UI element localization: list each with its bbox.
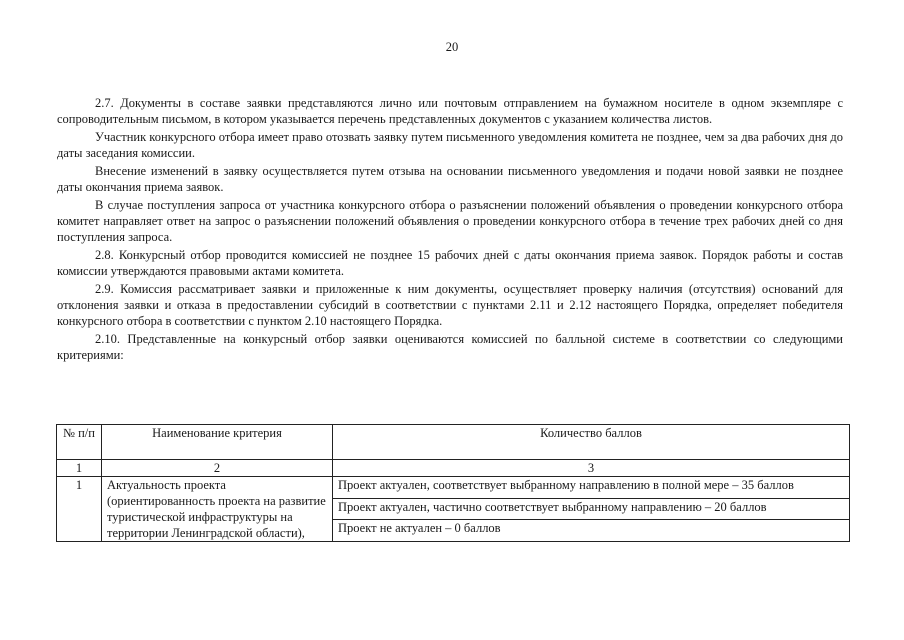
header-criterion: Наименование критерия	[102, 425, 333, 460]
score-option: Проект актуален, соответствует выбранному направлению в полной мере – 35 баллов	[333, 477, 850, 499]
criterion-name: Актуальность проекта (ориентированность проекта на развитие туристической инфраструктуры на территории Ленинградской области),	[102, 477, 333, 542]
column-number-2: 2	[102, 460, 333, 477]
header-number: № п/п	[57, 425, 102, 460]
score-option: Проект актуален, частично соответствует выбранному направлению – 20 баллов	[333, 498, 850, 520]
paragraph-2-8: 2.8. Конкурсный отбор проводится комиссией не позднее 15 рабочих дней с даты окончания приема заявок. Порядок работы и состав комиссии утверждаются правовыми актами комитета.	[57, 248, 843, 278]
table-header-row	[57, 425, 850, 460]
paragraph-2-10: 2.10. Представленные на конкурсный отбор заявки оцениваются комиссией по балльной системе в соответствии со следующими критериями:	[57, 332, 843, 362]
paragraph-changes: Внесение изменений в заявку осуществляется путем отзыва на основании письменного уведомления и подачи новой заявки не позднее даты окончания приема заявок.	[57, 164, 843, 194]
page-number: 20	[445, 40, 459, 54]
row-number: 1	[57, 477, 102, 542]
column-number-3: 3	[333, 460, 850, 477]
table-column-number-row	[57, 460, 850, 477]
paragraph-clarification: В случае поступления запроса от участника конкурсного отбора о разъяснении положений объявления о проведении конкурсного отбора комитет направляет ответ на запрос о разъяснении положений объявления о проведении конкурсного отбора в течение трех рабочих дней со дня поступления запроса.	[57, 198, 843, 244]
paragraph-2-7: 2.7. Документы в составе заявки представляются лично или почтовым отправлением на бумажном носителе в одном экземпляре с сопроводительным письмом, в котором указывается перечень представленных документов с указанием количества листов.	[57, 96, 843, 126]
paragraph-2-9: 2.9. Комиссия рассматривает заявки и приложенные к ним документы, осуществляет проверку наличия (отсутствия) оснований для отклонения заявки и отказа в предоставлении субсидий в соответствии с пунктами 2.11 и 2.12 настоящего Порядка, определяет победителя конкурсного отбора в соответствии с пунктом 2.10 настоящего Порядка.	[57, 282, 843, 328]
body-text	[57, 95, 843, 365]
paragraph-withdraw: Участник конкурсного отбора имеет право отозвать заявку путем письменного уведомления комитета не позднее, чем за два рабочих дня до даты заседания комиссии.	[57, 130, 843, 160]
table-row	[57, 477, 850, 499]
column-number-1: 1	[57, 460, 102, 477]
score-option: Проект не актуален – 0 баллов	[333, 520, 850, 542]
criteria-table	[56, 424, 850, 542]
header-score: Количество баллов	[333, 425, 850, 460]
